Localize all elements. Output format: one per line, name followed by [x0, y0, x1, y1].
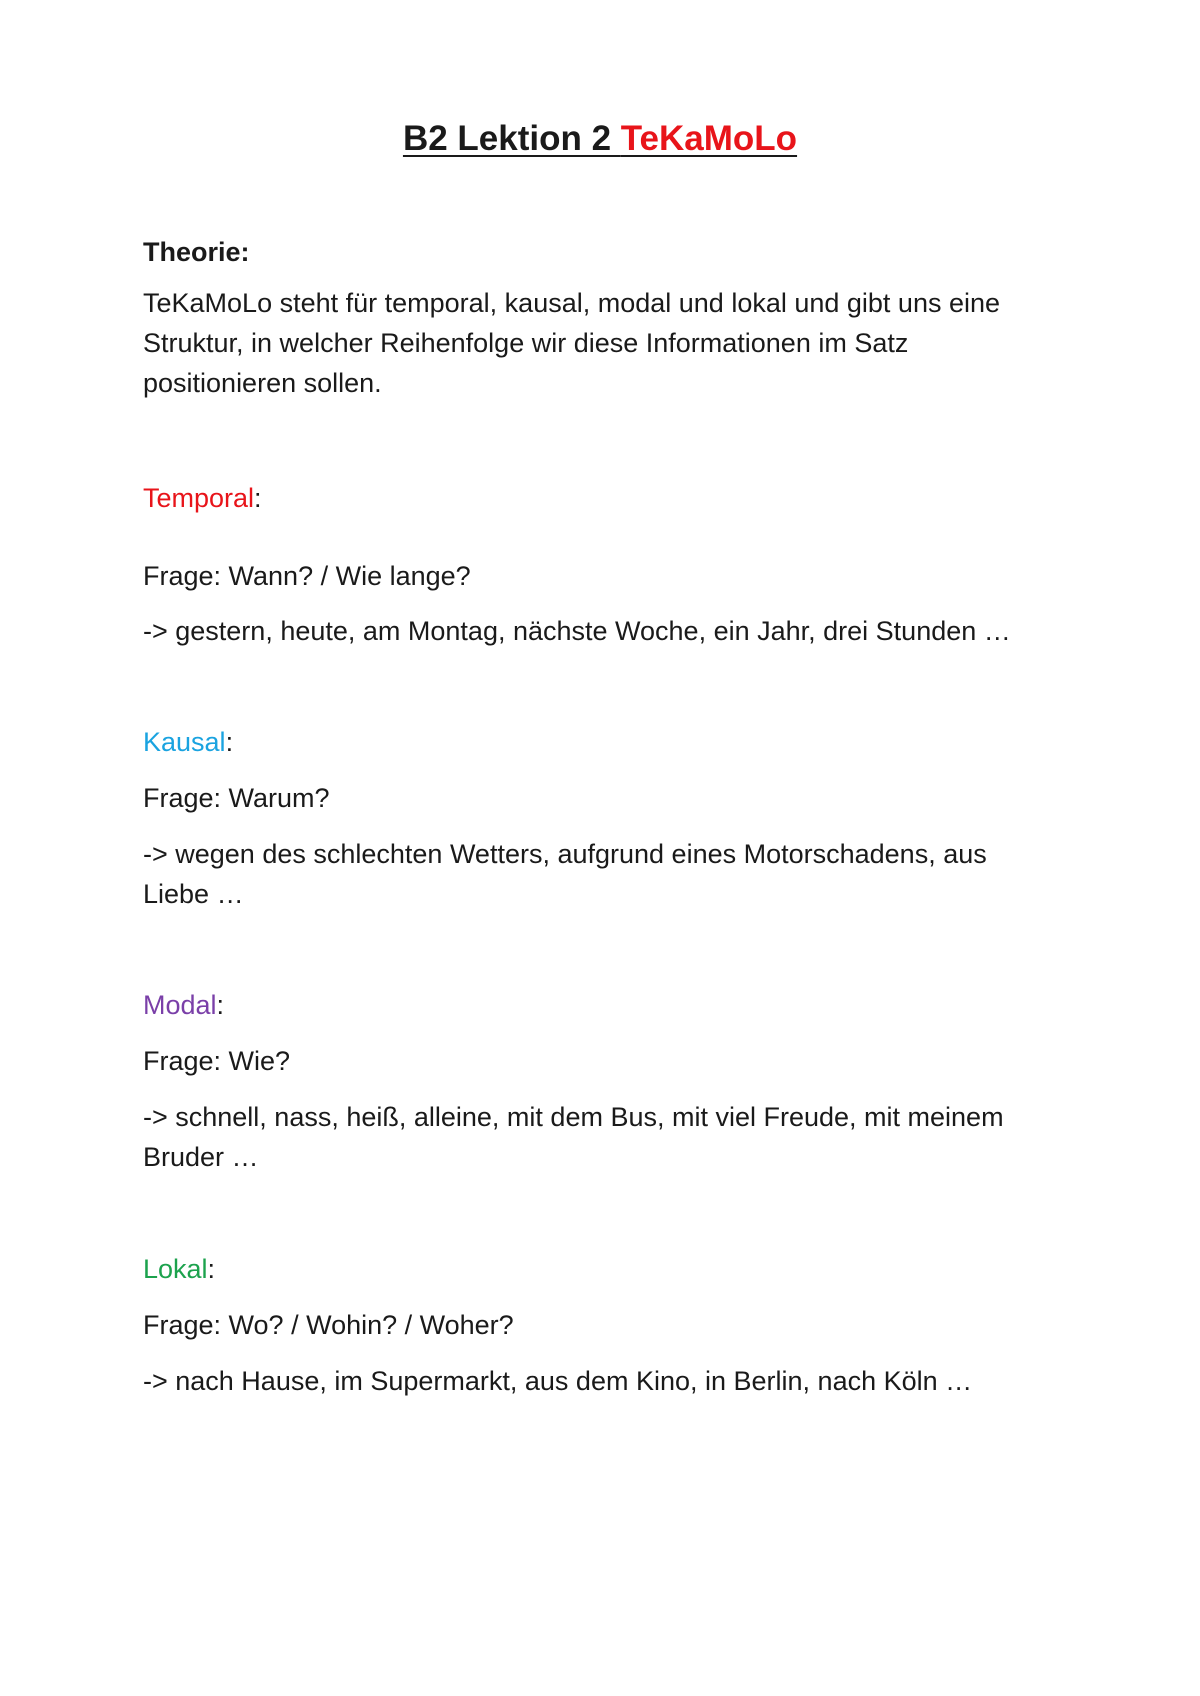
- kausal-question: Frage: Warum?: [143, 783, 330, 813]
- modal-question: Frage: Wie?: [143, 1046, 291, 1076]
- title-prefix: B2 Lektion 2: [402, 119, 621, 158]
- modal-heading-colon: :: [216, 990, 225, 1020]
- lokal-heading-colon: :: [207, 1254, 216, 1284]
- temporal-question: Frage: Wann? / Wie lange?: [143, 561, 471, 591]
- modal-heading-label: Modal: [143, 990, 217, 1020]
- kausal-examples: -> wegen des schlechten Wetters, aufgrund eines Motorschadens, aus Liebe …: [143, 839, 987, 909]
- temporal-heading: [143, 478, 1073, 518]
- modal-heading: [143, 985, 1073, 1025]
- kausal-heading-label: Kausal: [143, 727, 226, 757]
- page-title: [0, 118, 1200, 160]
- theory-heading: Theorie:: [143, 237, 250, 267]
- modal-examples: -> schnell, nass, heiß, alleine, mit dem Bus, mit viel Freude, mit meinem Bruder …: [143, 1102, 1004, 1172]
- kausal-heading: [143, 722, 1073, 762]
- theory-text: TeKaMoLo steht für temporal, kausal, modal und lokal und gibt uns eine Struktur, in welcher Reihenfolge wir diese Informationen im Satz positionieren sollen.: [143, 288, 1001, 398]
- lokal-heading: [143, 1249, 1073, 1289]
- lokal-heading-label: Lokal: [143, 1254, 208, 1284]
- kausal-heading-colon: :: [225, 727, 234, 757]
- lokal-question: Frage: Wo? / Wohin? / Woher?: [143, 1310, 514, 1340]
- lokal-examples: -> nach Hause, im Supermarkt, aus dem Kino, in Berlin, nach Köln …: [143, 1366, 973, 1396]
- temporal-examples: -> gestern, heute, am Montag, nächste Woche, ein Jahr, drei Stunden …: [143, 616, 1011, 646]
- temporal-heading-label: Temporal: [143, 483, 255, 513]
- temporal-heading-colon: :: [254, 483, 262, 513]
- title-accent: TeKaMoLo: [620, 119, 798, 158]
